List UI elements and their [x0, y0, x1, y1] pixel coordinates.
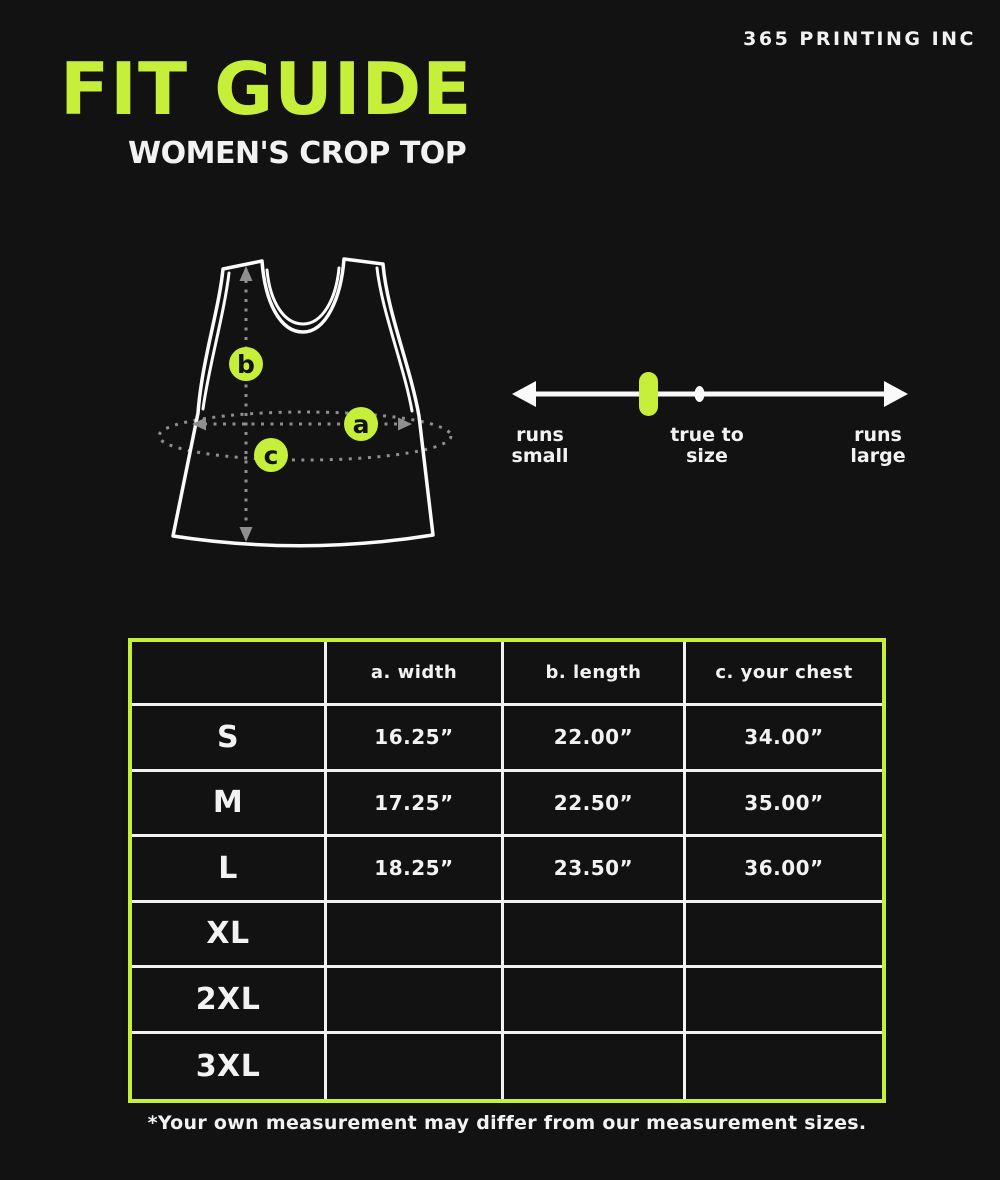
- right-armhole-line: [377, 268, 412, 411]
- size-cell-xl: XL: [132, 903, 327, 969]
- scale-arrow-right-icon: [884, 381, 908, 407]
- fit-scale-graphic: [500, 355, 960, 435]
- value-cell: [686, 968, 882, 1034]
- value-cell: [686, 903, 882, 969]
- arrow-right-icon: [398, 418, 412, 431]
- size-cell-l: L: [132, 837, 327, 903]
- value-cell: [504, 1034, 686, 1100]
- value-cell: [504, 968, 686, 1034]
- value-cell: 36.00”: [686, 837, 882, 903]
- size-cell-3xl: 3XL: [132, 1034, 327, 1100]
- arrow-down-icon: [240, 527, 253, 542]
- header-chest: c. your chest: [686, 642, 882, 706]
- scale-label-runs-small: runs small: [511, 424, 569, 467]
- scale-arrow-left-icon: [512, 381, 536, 407]
- header-empty: [132, 642, 327, 706]
- left-armhole-line: [203, 273, 229, 409]
- fit-scale: [500, 355, 960, 475]
- fit-marker-pill: [639, 372, 658, 416]
- marker-b-letter: b: [237, 350, 255, 379]
- size-cell-m: M: [132, 772, 327, 838]
- page-subtitle: WOMEN'S CROP TOP: [128, 136, 467, 171]
- page-title: FIT GUIDE: [60, 47, 473, 131]
- value-cell: [327, 903, 504, 969]
- header-length: b. length: [504, 642, 686, 706]
- value-cell: 35.00”: [686, 772, 882, 838]
- marker-c-letter: c: [263, 441, 279, 470]
- size-cell-s: S: [132, 706, 327, 772]
- value-cell: 23.50”: [504, 837, 686, 903]
- scale-center-dot: [695, 386, 705, 402]
- value-cell: [686, 1034, 882, 1100]
- value-cell: 34.00”: [686, 706, 882, 772]
- value-cell: [327, 968, 504, 1034]
- value-cell: 22.50”: [504, 772, 686, 838]
- scale-label-runs-large: runs large: [850, 424, 906, 467]
- header-width: a. width: [327, 642, 504, 706]
- brand-name: 365 PRINTING INC: [743, 28, 976, 50]
- measurement-disclaimer: *Your own measurement may differ from our measurement sizes.: [147, 1112, 867, 1134]
- value-cell: 16.25”: [327, 706, 504, 772]
- value-cell: [504, 903, 686, 969]
- size-table: [128, 638, 886, 1103]
- arrow-up-icon: [240, 266, 253, 281]
- value-cell: 22.00”: [504, 706, 686, 772]
- crop-top-diagram: [140, 240, 480, 570]
- scale-label-true-to-size: true to size: [670, 424, 744, 467]
- value-cell: 18.25”: [327, 837, 504, 903]
- size-cell-2xl: 2XL: [132, 968, 327, 1034]
- tank-outline: [173, 259, 433, 546]
- value-cell: 17.25”: [327, 772, 504, 838]
- value-cell: [327, 1034, 504, 1100]
- marker-a-letter: a: [352, 410, 370, 439]
